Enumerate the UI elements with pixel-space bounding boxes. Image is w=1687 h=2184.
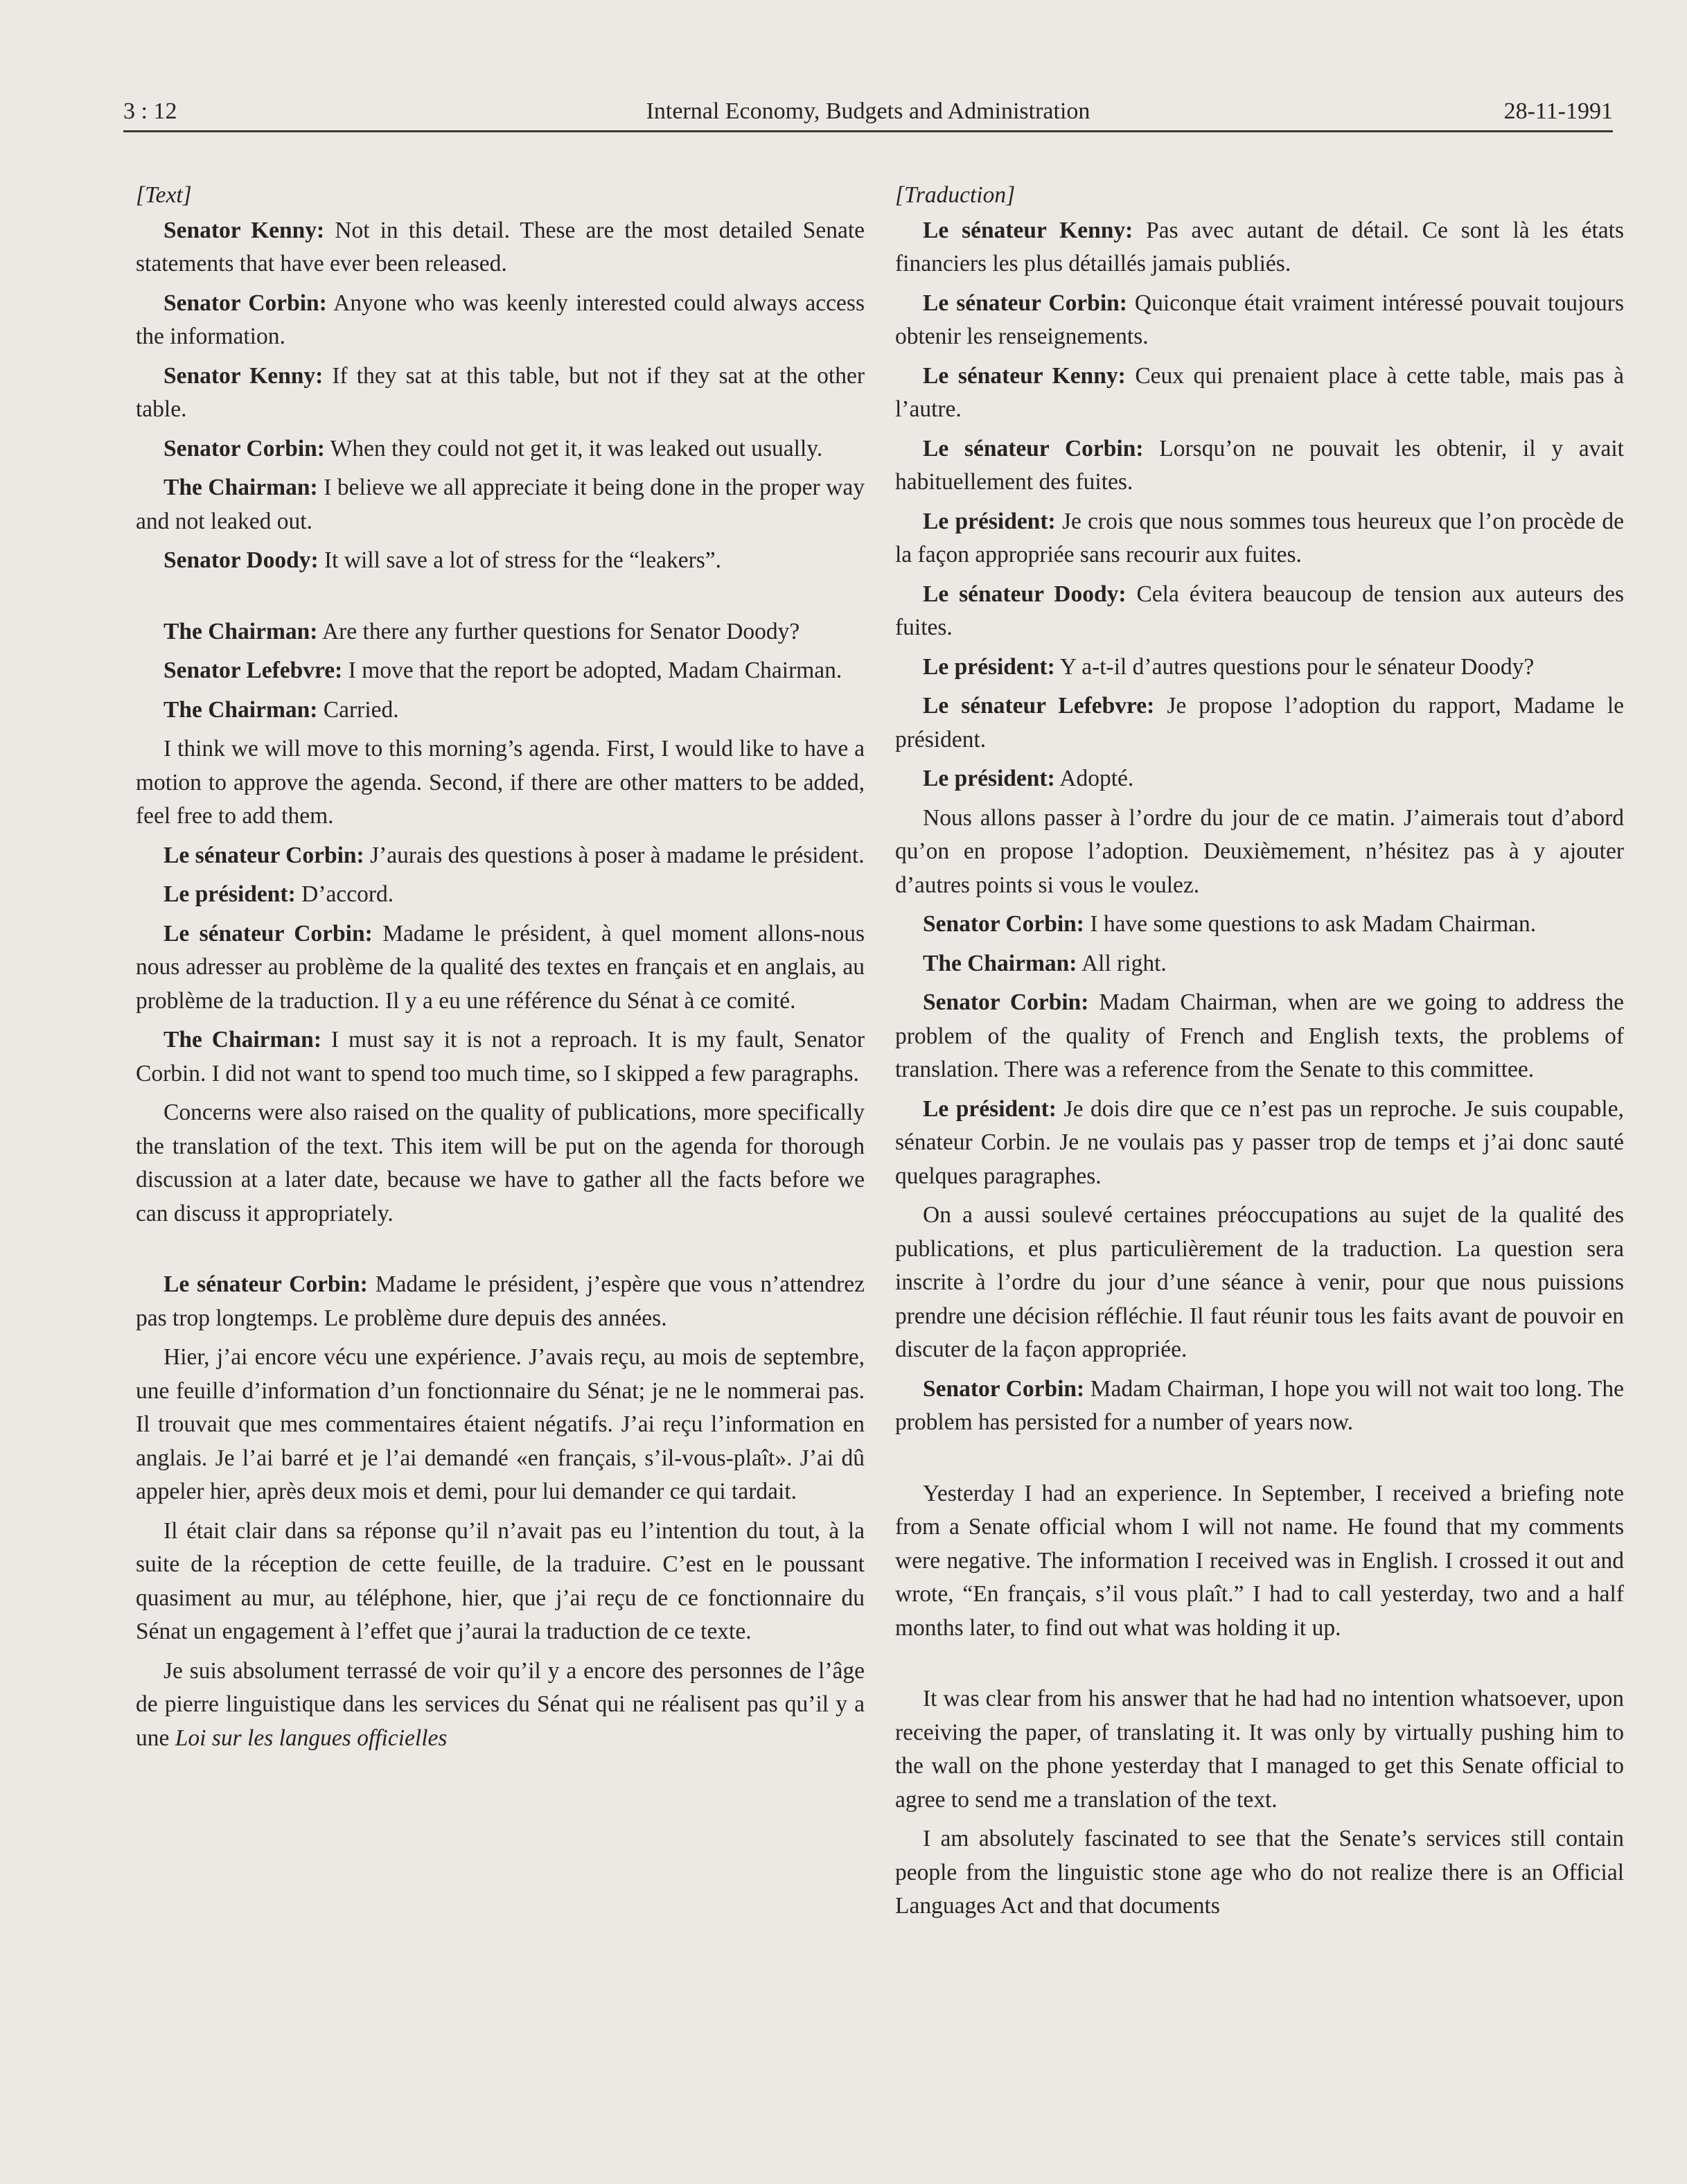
- speaker-name: Le sénateur Lefebvre:: [923, 693, 1155, 719]
- paragraph-text: It was clear from his answer that he had had no intention whatsoever, upon receiving the paper, of translating it. It was only by virtually pushing him to the wall on the phone yesterday that I managed to get this Senate official to agree to send me a translation of the text.: [895, 1686, 1624, 1813]
- paragraph-text: Je propose l’adoption du rapport, Madame le président.: [895, 693, 1625, 752]
- paragraph-text: I am absolutely fascinated to see that the Senate’s services still contain people from the linguistic stone age who do not realize there is an Official Languages Act and that documents: [895, 1826, 1624, 1919]
- speaker-name: Le président:: [923, 653, 1055, 680]
- speaker-name: Le président:: [164, 881, 296, 907]
- transcript-paragraph: [136, 1515, 865, 1649]
- transcript-paragraph: [136, 471, 865, 538]
- transcript-paragraph: [136, 654, 865, 688]
- speaker-name: Le sénateur Corbin:: [164, 1271, 368, 1297]
- page-number: 3 : 12: [123, 98, 177, 124]
- transcript-paragraph: [895, 505, 1624, 572]
- transcript-paragraph: [895, 432, 1624, 500]
- speaker-name: Senator Doody:: [164, 547, 319, 573]
- transcript-paragraph: [136, 1341, 865, 1509]
- transcript-paragraph: [895, 1682, 1624, 1817]
- speaker-name: Senator Corbin:: [923, 911, 1084, 937]
- transcript-paragraph: [895, 214, 1624, 281]
- paragraph-text: I must say it is not a reproach. It is my fault, Senator Corbin. I did not want to spend too much time, so I skipped a few paragraphs.: [136, 1027, 865, 1086]
- transcript-paragraph: [895, 689, 1624, 757]
- transcript-paragraph: [136, 917, 865, 1019]
- speaker-name: The Chairman:: [164, 696, 318, 723]
- language-marker: [Traduction]: [895, 182, 1016, 208]
- transcript-paragraph: [895, 762, 1624, 796]
- paragraph-text: Concerns were also raised on the quality of publications, more specifically the translation of the text. This item will be put on the agenda for thorough discussion at a later date, because we have to gather all the facts before we can discuss it appropriately.: [136, 1100, 865, 1226]
- paragraph-text: Je crois que nous sommes tous heureux que l’on procède de la façon appropriée sans recourir aux fuites.: [895, 508, 1624, 567]
- paragraph-text: Anyone who was keenly interested could always access the information.: [136, 290, 865, 349]
- transcript-paragraph: [136, 287, 865, 354]
- paragraph-text: Je dois dire que ce n’est pas un reproche. Je suis coupable, sénateur Corbin. Je ne voulais pas y passer trop de temps et j’ai donc sauté quelques paragraphes.: [895, 1095, 1624, 1189]
- paragraph-text: Cela évitera beaucoup de tension aux auteurs des fuites.: [895, 581, 1624, 640]
- transcript-paragraph: [136, 1096, 865, 1231]
- header-date: 28-11-1991: [1503, 98, 1613, 124]
- paragraph-text: I believe we all appreciate it being done in the proper way and not leaked out.: [136, 475, 865, 534]
- transcript-paragraph: [136, 432, 865, 466]
- transcript-paragraph: [895, 1373, 1624, 1440]
- speaker-name: Senator Corbin:: [923, 1375, 1085, 1402]
- language-marker: [Text]: [136, 182, 192, 208]
- speaker-name: Le président:: [923, 1095, 1057, 1122]
- transcript-paragraph: [895, 802, 1624, 903]
- paragraph-text: Pas avec autant de détail. Ce sont là les états financiers les plus détaillés jamais publiés.: [895, 217, 1624, 276]
- paragraph-text: Ceux qui prenaient place à cette table, mais pas à l’autre.: [895, 362, 1624, 422]
- speaker-name: Senator Corbin:: [164, 435, 325, 461]
- speaker-name: Senator Corbin:: [164, 290, 327, 316]
- transcript-paragraph: [895, 1822, 1624, 1923]
- speaker-name: Senator Kenny:: [164, 217, 325, 243]
- right-column: [895, 179, 1624, 1929]
- paragraph-text: Quiconque était vraiment intéressé pouvait toujours obtenir les renseignements.: [895, 290, 1624, 349]
- transcript-paragraph: [136, 1023, 865, 1091]
- paragraph-text: Are there any further questions for Senator Doody?: [317, 618, 800, 644]
- paragraph-text: Lorsqu’on ne pouvait les obtenir, il y avait habituellement des fuites.: [895, 435, 1624, 495]
- transcript-paragraph: [895, 578, 1624, 645]
- transcript-paragraph: [136, 694, 865, 728]
- transcript-paragraph: [136, 1268, 865, 1335]
- paragraph-text: Je suis absolument terrassé de voir qu’il y a encore des personnes de l’âge de pierre linguistique dans les services du Sénat qui ne réalisent pas qu’il y a une: [136, 1657, 865, 1751]
- paragraph-text: Yesterday I had an experience. In September, I received a briefing note from a Senate official whom I will not name. He found that my comments were negative. The information I received was in English. I crossed it out and wrote, “En français, s’il vous plaît.” I had to call yesterday, two and a half months later, to find out what was holding it up.: [895, 1480, 1624, 1641]
- transcript-paragraph: [895, 1199, 1624, 1367]
- paragraph-text: Il était clair dans sa réponse qu’il n’avait pas eu l’intention du tout, à la suite de la réception de cette feuille, de la traduire. C’est en le poussant quasiment au mur, au téléphone, hier, que j’ai reçu de ce fonctionnaire du Sénat un engagement à l’effet que j’aurai la traduction de ce texte.: [136, 1517, 865, 1644]
- transcript-paragraph: [136, 732, 865, 834]
- paragraph-text: I have some questions to ask Madam Chairman.: [1084, 911, 1537, 937]
- speaker-name: Le sénateur Corbin:: [164, 920, 373, 946]
- transcript-paragraph: [895, 1477, 1624, 1646]
- transcript-paragraph: [895, 986, 1624, 1087]
- speaker-name: Le président:: [923, 508, 1056, 534]
- paragraph-text: Madam Chairman, I hope you will not wait too long. The problem has persisted for a number of years now.: [895, 1375, 1624, 1435]
- speaker-name: The Chairman:: [164, 1027, 321, 1053]
- paragraph-text: I think we will move to this morning’s agenda. First, I would like to have a motion to approve the agenda. Second, if there are other matters to be added, feel free to add them.: [136, 736, 865, 829]
- paragraph-text: Y a-t-il d’autres questions pour le sénateur Doody?: [1054, 653, 1535, 680]
- paragraph-text: Hier, j’ai encore vécu une expérience. J’avais reçu, au mois de septembre, une feuille d’information d’un fonctionnaire du Sénat; je ne le nommerai pas. Il trouvait que mes commentaires étaient négatifs. J’ai reçu l’information en anglais. Je l’ai barré et je l’ai demandé «en français, s’il-vous-plaît». J’ai dû appeler hier, après deux mois et demi, pour lui demander ce qui tardait.: [136, 1344, 865, 1504]
- italic-title: Loi sur les langues officielles: [175, 1725, 448, 1751]
- speaker-name: Senator Corbin:: [923, 989, 1089, 1015]
- paragraph-text: J’aurais des questions à poser à madame le président.: [364, 842, 865, 868]
- paragraph-text: D’accord.: [295, 881, 394, 907]
- paragraph-text: It will save a lot of stress for the “leakers”.: [318, 547, 722, 573]
- paragraph-text: Not in this detail. These are the most detailed Senate statements that have ever been released.: [136, 217, 865, 276]
- transcript-paragraph: [136, 544, 865, 578]
- paragraph-text: Nous allons passer à l’ordre du jour de ce matin. J’aimerais tout d’abord qu’on en propose l’adoption. Deuxièmement, n’hésitez pas à y ajouter d’autres points si vous le voulez.: [895, 804, 1624, 898]
- paragraph-text: Carried.: [317, 696, 399, 723]
- transcript-paragraph: [895, 947, 1624, 981]
- transcript-paragraph: [136, 360, 865, 427]
- speaker-name: The Chairman:: [164, 618, 318, 644]
- speaker-name: Le président:: [923, 766, 1055, 791]
- paragraph-text: If they sat at this table, but not if they sat at the other table.: [136, 362, 865, 422]
- paragraph-text: On a aussi soulevé certaines préoccupations au sujet de la qualité des publications, et plus particulièrement de la traduction. La question sera inscrite à l’ordre du jour d’une séance à venir, pour que nous puissions prendre une décision réfléchie. Il faut réunir tous les faits avant de pouvoir en discuter de la façon appropriée.: [895, 1202, 1624, 1362]
- paragraph-text: Madam Chairman, when are we going to address the problem of the quality of French and English texts, the problems of translation. There was a reference from the Senate to this committee.: [895, 989, 1624, 1082]
- left-column: [136, 179, 865, 1761]
- transcript-paragraph: [895, 1093, 1624, 1194]
- paragraph-text: Adopté.: [1054, 766, 1134, 791]
- speaker-name: Le sénateur Corbin:: [923, 435, 1144, 461]
- transcript-paragraph: [136, 878, 865, 912]
- speaker-name: Senator Kenny:: [164, 362, 324, 389]
- transcript-paragraph: [895, 651, 1624, 685]
- speaker-name: Le sénateur Corbin:: [923, 290, 1127, 316]
- paragraph-text: When they could not get it, it was leaked out usually.: [324, 435, 823, 461]
- transcript-paragraph: [136, 615, 865, 649]
- speaker-name: The Chairman:: [164, 475, 318, 500]
- speaker-name: Le sénateur Corbin:: [164, 842, 364, 868]
- page-header: [123, 91, 1613, 132]
- speaker-name: The Chairman:: [923, 950, 1077, 976]
- transcript-paragraph: [136, 214, 865, 281]
- transcript-paragraph: [136, 1655, 865, 1756]
- paragraph-text: All right.: [1077, 950, 1167, 976]
- paragraph-text: I move that the report be adopted, Madam Chairman.: [342, 658, 842, 683]
- transcript-paragraph: [895, 360, 1624, 427]
- speaker-name: Le sénateur Doody:: [923, 581, 1127, 607]
- speaker-name: Senator Lefebvre:: [164, 658, 343, 683]
- paragraph-text: Madame le président, à quel moment allons-nous nous adresser au problème de la qualité des textes en français et en anglais, au problème de la traduction. Il y a eu une référence du Sénat à ce comité.: [136, 920, 865, 1014]
- speaker-name: Le sénateur Kenny:: [923, 217, 1133, 243]
- transcript-paragraph: [895, 287, 1624, 354]
- transcript-paragraph: [136, 839, 865, 873]
- speaker-name: Le sénateur Kenny:: [923, 362, 1126, 389]
- publication-title: Internal Economy, Budgets and Administration: [646, 98, 1090, 124]
- transcript-paragraph: [895, 908, 1624, 942]
- paragraph-text: Madame le président, j’espère que vous n’attendrez pas trop longtemps. Le problème dure depuis des années.: [136, 1271, 865, 1331]
